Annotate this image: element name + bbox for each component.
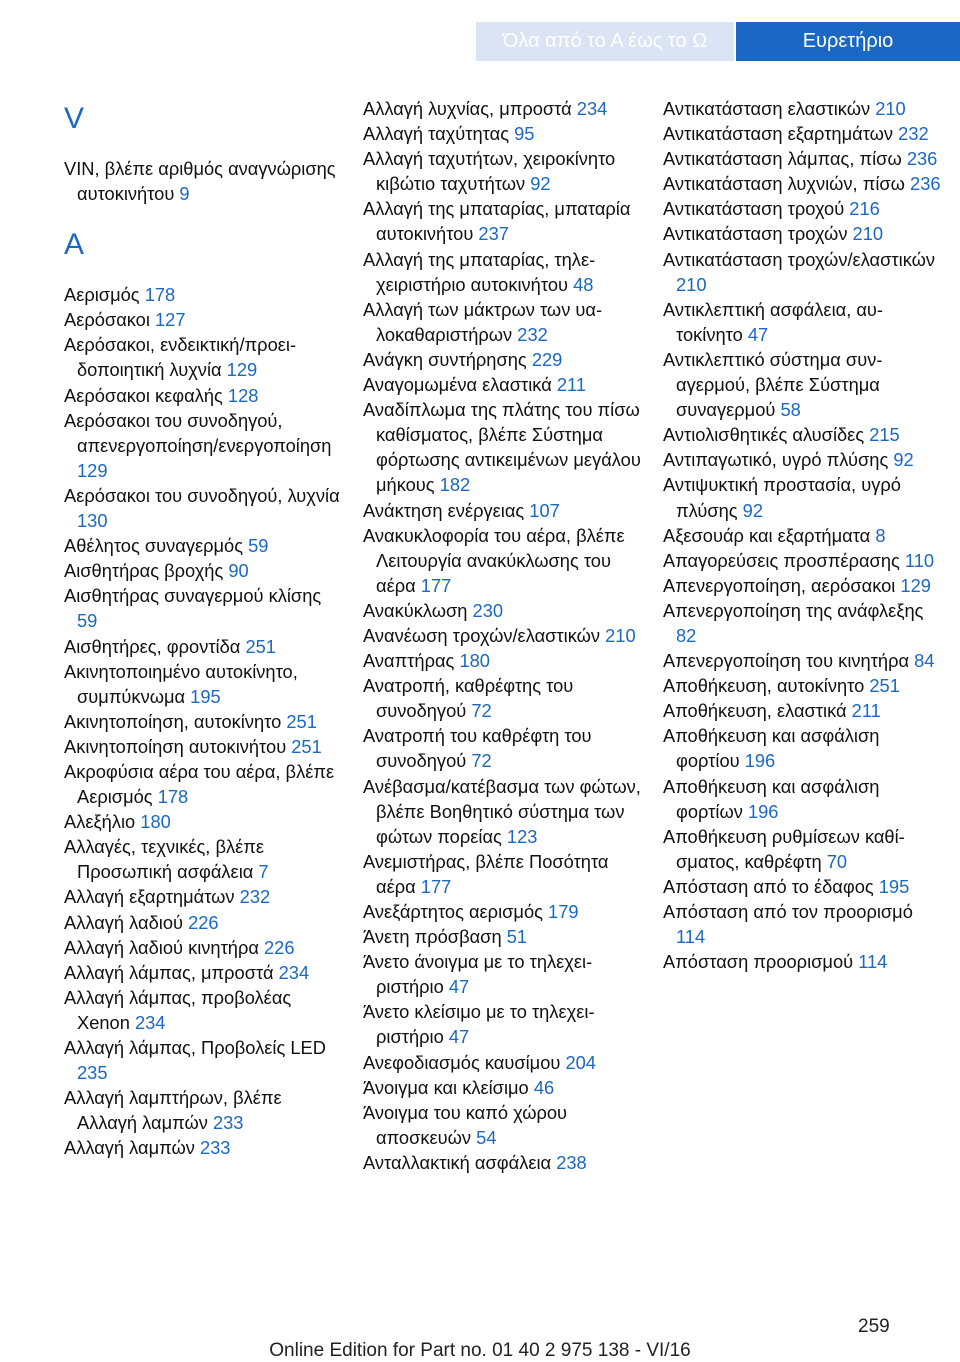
index-entry [363, 673, 643, 723]
index-entry [64, 884, 344, 909]
index-entry-term: Αντικατάσταση τροχών/ελαστικών [663, 248, 936, 270]
index-entry [363, 1100, 643, 1150]
index-entry-term: VIN, βλέπε αριθμός αναγνώρισης αυτοκινήτου [64, 158, 336, 205]
index-entry-term: Ανακυκλοφορία του αέρα, βλέπε Λειτουργία ανακύκλωσης του αέρα [363, 524, 625, 596]
index-entry [363, 723, 643, 773]
index-entry-term: Ακινητοποίηση αυτοκινήτου [64, 735, 292, 757]
index-entry-term: Αποθήκευση, αυτοκίνητο [663, 675, 870, 697]
index-entry-page-link[interactable]: 47 [747, 323, 769, 345]
index-entry-page-link[interactable]: 110 [904, 549, 935, 571]
index-entry [363, 623, 643, 648]
index-entry-term: Άνετη πρόσβαση [363, 926, 507, 948]
index-entry-page-link[interactable]: 233 [199, 1137, 231, 1159]
index-entry-page-link[interactable]: 72 [471, 700, 492, 722]
index-entry [663, 347, 943, 422]
index-entry [363, 999, 643, 1049]
index-entry-term: Ανάκτηση ενέργειας [363, 499, 530, 521]
index-entry-term: Αλλαγές, τεχνικές, βλέπε Προσωπική ασφάλεια [64, 836, 265, 883]
index-entry-page-link[interactable]: 210 [875, 98, 906, 119]
index-entry-page-link[interactable]: 47 [448, 976, 470, 998]
index-entry-term: Αλλαγή της μπαταρίας, τηλεχειριστήριο αυτοκινήτου [363, 248, 596, 295]
index-entry [663, 472, 943, 522]
index-entry-page-link[interactable]: 47 [448, 1026, 470, 1048]
index-entry-term: Αλλαγή λυχνίας, μπροστά [363, 98, 577, 119]
chapter-tab[interactable]: Όλα από το Α έως το Ω [476, 22, 734, 61]
index-entry [663, 523, 943, 548]
index-entry [363, 146, 643, 196]
index-entry-page-link[interactable]: 127 [155, 309, 186, 331]
index-entry-page-link[interactable]: 48 [573, 273, 594, 295]
index-entry-page-link[interactable]: 196 [747, 800, 779, 822]
index-entry [363, 1050, 643, 1075]
index-entry-page-link[interactable]: 230 [472, 599, 504, 621]
index-entry-page-link[interactable]: 251 [869, 675, 900, 697]
index-letter-v: V [64, 102, 85, 135]
index-entry-term: Αποθήκευση ρυθμίσεων καθίσματος, καθρέφτη [663, 825, 905, 872]
index-entry [663, 673, 943, 698]
index-entry-page-link[interactable]: 92 [742, 499, 763, 521]
index-entry [64, 332, 344, 382]
index-entry-page-link[interactable]: 95 [514, 123, 535, 145]
index-entry-term: Ανάγκη συντήρησης [363, 348, 532, 370]
index-entry [64, 1085, 344, 1135]
index-group-v [64, 156, 344, 206]
index-entry-term: Ανανέωση τροχών/ελαστικών [363, 624, 606, 646]
index-entry-page-link[interactable]: 196 [744, 750, 776, 772]
index-entry-term: Αποθήκευση και ασφάλιση φορτίου [663, 725, 880, 772]
index-column-2 [363, 96, 643, 1175]
index-entry-term: Αερόσακοι κεφαλής [64, 384, 228, 406]
index-entry-term: Αλλαγή λαμπών [64, 1137, 200, 1159]
index-entry-page-link[interactable]: 90 [228, 560, 249, 582]
index-entry-page-link[interactable]: 234 [134, 1011, 166, 1033]
index-entry-term: Αντιψυκτική προστασία, υγρό πλύσης [663, 474, 901, 521]
index-entry-page-link[interactable]: 232 [898, 123, 929, 145]
index-entry-page-link[interactable]: 180 [459, 650, 490, 672]
index-entry-term: Απενεργοποίηση του κινητήρα [663, 650, 915, 672]
index-entry-page-link[interactable]: 215 [869, 424, 900, 446]
index-letter-a: A [64, 228, 85, 262]
index-entry-term: Αθέλητος συναγερμός [64, 535, 249, 557]
index-entry-page-link[interactable]: 59 [248, 535, 269, 557]
index-entry-term: Αξεσουάρ και εξαρτήματα [663, 524, 876, 546]
index-entry [663, 146, 943, 171]
index-entry-page-link[interactable]: 229 [531, 348, 563, 370]
index-entry-term: Αντικατάσταση λυχνιών, πίσω [663, 173, 911, 195]
index-entry-term: Απόσταση προορισμού [663, 951, 859, 973]
index-entry-page-link[interactable]: 9 [179, 183, 190, 205]
index-entry [64, 307, 344, 332]
index-entry-page-link[interactable]: 238 [556, 1151, 587, 1173]
index-entry-page-link[interactable]: 59 [77, 610, 98, 632]
index-entry-page-link[interactable]: 226 [264, 936, 295, 958]
index-entry-term: Ανεξάρτητος αερισμός [363, 901, 549, 922]
index-entry-page-link[interactable]: 82 [676, 624, 697, 646]
index-entry [663, 247, 943, 297]
index-entry-page-link[interactable]: 251 [291, 735, 322, 757]
index-entry-term: Ανέβασμα/κατέβασμα των φώτων, βλέπε Βοηθητικό σύστημα των φώτων πορείας [363, 775, 641, 847]
index-entry-term: Άνετο κλείσιμο με το τηλεχειριστήριο [363, 1001, 595, 1048]
index-entry-page-link[interactable]: 178 [144, 284, 176, 306]
index-entry-term: Αλεξήλιο [64, 811, 141, 833]
index-entry-term: Αλλαγή λάμπας, προβολέας Xenon [64, 986, 292, 1033]
index-entry-page-link[interactable]: 179 [548, 901, 579, 922]
index-entry-term: Αισθητήρας βροχής [64, 560, 229, 582]
index-entry-term: Αντικατάσταση τροχών [663, 223, 853, 245]
index-entry-term: Ανακύκλωση [363, 599, 473, 621]
index-entry-page-link[interactable]: 211 [851, 700, 881, 722]
page-header [0, 0, 960, 61]
index-entry [64, 533, 344, 558]
index-entry-term: Απενεργοποίηση της ανάφλεξης [663, 599, 924, 621]
index-entry-page-link[interactable]: 251 [245, 635, 276, 657]
index-entry-page-link[interactable]: 210 [605, 624, 636, 646]
index-entry-page-link[interactable]: 92 [530, 173, 551, 195]
index-entry [64, 558, 344, 583]
index-entry-term: Αλλαγή εξαρτημάτων [64, 886, 240, 908]
index-entry [363, 523, 643, 598]
index-entry [663, 171, 943, 196]
index-group-a [64, 282, 344, 1160]
index-entry-page-link[interactable]: 178 [157, 786, 189, 808]
index-entry-page-link[interactable]: 216 [849, 198, 880, 220]
index-entry-term: Ανταλλακτική ασφάλεια [363, 1151, 557, 1173]
index-column-1 [64, 96, 344, 1160]
index-entry [663, 774, 943, 824]
index-entry [64, 960, 344, 985]
index-entry-page-link[interactable]: 211 [556, 374, 587, 396]
index-entry [663, 422, 943, 447]
index-entry-term: Αντικατάσταση λάμπας, πίσω [663, 148, 907, 170]
index-entry [64, 809, 344, 834]
index-entry-term: Αερόσακοι του συνοδηγού, λυχνία [64, 484, 340, 506]
index-entry-page-link[interactable]: 46 [533, 1076, 555, 1098]
index-entry-page-link[interactable]: 123 [506, 825, 538, 847]
index-entry-term: Απόσταση από το έδαφος [663, 875, 879, 897]
index-entry-page-link[interactable]: 251 [286, 710, 317, 732]
index-entry [64, 734, 344, 759]
index-entry-term: Αντικατάσταση τροχού [663, 198, 850, 220]
index-entry-page-link[interactable]: 226 [188, 911, 219, 933]
index-entry [363, 347, 643, 372]
index-entry-page-link[interactable]: 130 [77, 510, 108, 532]
index-entry-page-link[interactable]: 235 [77, 1062, 108, 1084]
index-entry [363, 648, 643, 673]
index-entry-term: Απενεργοποίηση, αερόσακοι [663, 574, 901, 596]
index-entry [363, 774, 643, 849]
index-entry-page-link[interactable]: 233 [212, 1112, 244, 1134]
index-entry [64, 910, 344, 935]
index-entry-page-link[interactable]: 129 [900, 574, 931, 596]
index-entry-page-link[interactable]: 234 [576, 98, 608, 119]
index-entry-term: Αποθήκευση, ελαστικά [663, 700, 852, 722]
section-tab[interactable]: Ευρετήριο [736, 22, 960, 61]
index-entry [363, 1075, 643, 1100]
index-entry [663, 548, 943, 573]
index-entry-term: Αλλαγή λάμπας, μπροστά [64, 961, 279, 983]
index-entry-term: Απόσταση από τον προορισμό [663, 901, 913, 922]
index-entry-page-link[interactable]: 7 [258, 861, 269, 883]
index-entry [363, 949, 643, 999]
index-entry [663, 824, 943, 874]
index-entry-page-link[interactable]: 236 [910, 173, 941, 195]
index-entry-page-link[interactable]: 195 [878, 875, 910, 897]
index-entry-page-link[interactable]: 210 [852, 223, 884, 245]
index-entry-term: Αισθητήρας συναγερμού κλίσης [64, 585, 322, 607]
index-entry [663, 221, 943, 246]
index-entry-term: Αλλαγή λαδιού κινητήρα [64, 936, 265, 958]
index-entry-term: Αερισμός [64, 284, 145, 306]
index-entry-term: Αντιολισθητικές αλυσίδες [663, 424, 870, 446]
index-entry-page-link[interactable]: 72 [471, 750, 492, 772]
index-entry [663, 121, 943, 146]
index-entry-page-link[interactable]: 70 [826, 850, 848, 872]
index-entry-term: Ανατροπή του καθρέφτη του συνοδηγού [363, 725, 592, 772]
index-entry-term: Αλλαγή λαμπτήρων, βλέπε Αλλαγή λαμπών [64, 1087, 282, 1134]
index-entry [663, 723, 943, 773]
index-entry-page-link[interactable]: 237 [478, 223, 509, 245]
index-entry [363, 924, 643, 949]
index-entry-page-link[interactable]: 182 [439, 474, 471, 496]
index-entry-term: Ανεμιστήρας, βλέπε Ποσότητα αέρα [363, 850, 609, 897]
index-entry-term: Άνοιγμα και κλείσιμο [363, 1076, 534, 1098]
index-entry-page-link[interactable]: 204 [565, 1051, 596, 1073]
index-entry [363, 297, 643, 347]
index-entry [363, 899, 643, 924]
index-entry-page-link[interactable]: 234 [278, 961, 310, 983]
index-entry-term: Αερόσακοι του συνοδηγού, απενεργοποίηση/ενεργοποίηση [64, 409, 332, 456]
index-entry-page-link[interactable]: 177 [420, 875, 452, 897]
index-entry-term: Αντικλεπτική ασφάλεια, αυτοκίνητο [663, 298, 884, 345]
index-entry [663, 573, 943, 598]
index-entry-term: Ανατροπή, καθρέφτης του συνοδηγού [363, 675, 574, 722]
index-entry-term: Αναδίπλωμα της πλάτης του πίσω καθίσματος, βλέπε Σύστημα φόρτωσης αντικειμένων μεγάλου μήκους [363, 399, 641, 496]
index-entry [363, 372, 643, 397]
index-entry-term: Άνοιγμα του καπό χώρου αποσκευών [363, 1101, 568, 1148]
index-entry [363, 598, 643, 623]
index-entry-term: Αναγομωμένα ελαστικά [363, 374, 557, 396]
index-entry [64, 834, 344, 884]
index-entry [363, 247, 643, 297]
index-entry-page-link[interactable]: 92 [893, 449, 914, 471]
index-entry-term: Αντικατάσταση εξαρτημάτων [663, 123, 899, 145]
index-entry-term: Απαγορεύσεις προσπέρασης [663, 549, 905, 571]
index-entry [663, 874, 943, 899]
index-entry-term: Αποθήκευση και ασφάλιση φορτίων [663, 775, 880, 822]
index-entry [663, 949, 943, 974]
index-entry-term: Αλλαγή ταχύτητας [363, 123, 515, 145]
index-entry-term: Αλλαγή της μπαταρίας, μπαταρία αυτοκινήτου [363, 198, 631, 245]
index-entry-term: Αερόσακοι [64, 309, 155, 331]
index-entry-term: Άνετο άνοιγμα με το τηλεχειριστήριο [363, 951, 593, 998]
index-entry [363, 196, 643, 246]
index-entry-term: Αισθητήρες, φροντίδα [64, 635, 246, 657]
index-entry-term: Αλλαγή ταχυτήτων, χειροκίνητο κιβώτιο ταχυτήτων [363, 148, 616, 195]
index-entry-term: Αντικλεπτικό σύστημα συναγερμού, βλέπε Σύστημα συναγερμού [663, 348, 883, 421]
index-entry-term: Αναπτήρας [363, 650, 460, 672]
index-entry-page-link[interactable]: 129 [226, 359, 258, 381]
page-number: 259 [858, 1316, 890, 1337]
index-entry [64, 659, 344, 709]
index-entry [64, 583, 344, 633]
index-entry [363, 498, 643, 523]
index-entry [64, 935, 344, 960]
index-entry-page-link[interactable]: 232 [239, 886, 271, 908]
index-entry [64, 1035, 344, 1085]
index-entry-page-link[interactable]: 8 [875, 524, 886, 546]
index-entry [363, 96, 643, 121]
index-entry-term: Αντικατάσταση ελαστικών [663, 98, 876, 119]
index-entry [663, 447, 943, 472]
index-entry-page-link[interactable]: 177 [420, 574, 452, 596]
index-entry-term: Ακινητοποιημένο αυτοκίνητο, συμπύκνωμα [64, 660, 298, 707]
index-entry [64, 709, 344, 734]
edition-footer: Online Edition for Part no. 01 40 2 975 138 - VI/16 [269, 1340, 691, 1361]
index-column-3 [663, 96, 943, 974]
index-entry [64, 383, 344, 408]
index-entry-page-link[interactable]: 51 [506, 926, 528, 948]
index-entry-term: Αλλαγή των μάκτρων των υαλοκαθαριστήρων [363, 298, 603, 345]
index-entry-page-link[interactable]: 114 [676, 926, 706, 948]
index-entry [663, 297, 943, 347]
index-entry-page-link[interactable]: 210 [676, 273, 707, 295]
index-entry [363, 849, 643, 899]
index-entry-page-link[interactable]: 180 [140, 811, 171, 833]
index-entry [64, 1135, 344, 1160]
index-entry-page-link[interactable]: 58 [780, 399, 801, 421]
index-entry-page-link[interactable]: 84 [914, 650, 935, 672]
index-entry [663, 698, 943, 723]
index-entry [663, 196, 943, 221]
index-entry [363, 397, 643, 497]
index-entry [363, 121, 643, 146]
index-entry [663, 899, 943, 949]
index-entry-term: Αλλαγή λαδιού [64, 911, 189, 933]
index-entry-page-link[interactable]: 195 [190, 685, 221, 707]
index-entry [64, 282, 344, 307]
index-entry [663, 96, 943, 121]
index-entry [64, 156, 344, 206]
index-entry-term: Αλλαγή λάμπας, Προβολείς LED [64, 1037, 326, 1058]
index-entry [64, 408, 344, 483]
index-entry-term: Ακροφύσια αέρα του αέρα, βλέπε Αερισμός [64, 760, 335, 808]
index-entry-page-link[interactable]: 114 [858, 951, 888, 973]
index-entry-page-link[interactable]: 236 [906, 148, 938, 170]
index-entry [363, 1150, 643, 1175]
index-entry-page-link[interactable]: 129 [77, 459, 108, 481]
index-entry [64, 634, 344, 659]
index-entry-term: Αντιπαγωτικό, υγρό πλύσης [663, 449, 894, 471]
index-entry-page-link[interactable]: 128 [227, 384, 259, 406]
index-entry-page-link[interactable]: 232 [517, 323, 548, 345]
index-entry-page-link[interactable]: 54 [476, 1126, 497, 1148]
index-entry [64, 759, 344, 809]
index-entry [663, 598, 943, 648]
index-entry [663, 648, 943, 673]
index-entry-page-link[interactable]: 107 [529, 499, 560, 521]
index-entry [64, 483, 344, 533]
index-entry-term: Ανεφοδιασμός καυσίμου [363, 1051, 566, 1073]
index-entry-term: Αερόσακοι, ενδεικτική/προειδοποιητική λυχνία [64, 334, 297, 381]
index-entry [64, 985, 344, 1035]
index-entry-term: Ακινητοποίηση, αυτοκίνητο [64, 710, 287, 732]
